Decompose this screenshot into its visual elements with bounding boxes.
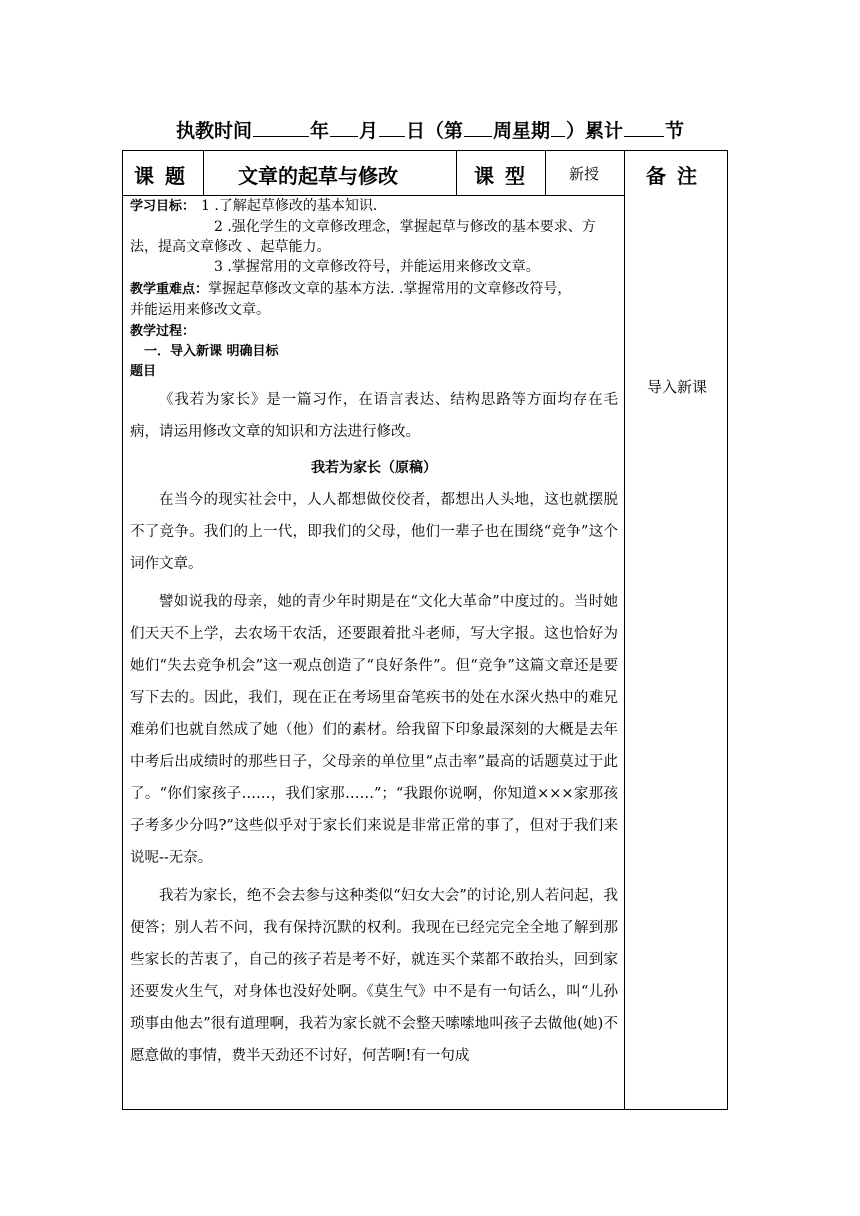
type-label: 课 型 [474, 164, 527, 188]
remarks-label: 备 注 [646, 164, 699, 188]
objective-2a: 2 .强化学生的文章修改理念，掌握起草与修改的基本要求、方 [214, 219, 596, 235]
topic-value: 文章的起草与修改 [238, 164, 398, 188]
header-label-year: 年 [309, 120, 329, 142]
process-topic: 题目 [130, 364, 157, 379]
key-points-line-1 [130, 279, 618, 300]
blank-weekday [551, 118, 565, 137]
divider-remarks [624, 150, 625, 1110]
lesson-content [130, 196, 618, 1072]
lesson-time-header [0, 116, 860, 143]
intro-paragraph: 《我若为家长》是一篇习作，在语言表达、结构思路等方面均存在毛病，请运用修改文章的知识和方法进行修改。 [130, 392, 618, 440]
header-label-time: 执教时间 [175, 120, 252, 142]
remarks-note-intro: 导入新课 [646, 378, 707, 396]
objective-2b: 法，提高文章修改 、起草能力。 [130, 239, 331, 255]
key-points-text-b: 并能运用来修改文章。 [130, 302, 270, 318]
process-label: 教学过程： [130, 324, 196, 339]
header-label-day-week: 日（第 [405, 120, 463, 142]
blank-total [624, 118, 664, 137]
objective-1: 1 .了解起草修改的基本知识. [201, 198, 378, 214]
divider-topic [203, 150, 204, 195]
topic-label: 课 题 [134, 164, 187, 188]
divider-type [545, 150, 546, 195]
header-label-total: ）累计 [566, 120, 624, 142]
blank-month [330, 118, 358, 137]
key-points-label: 教学重难点： [130, 282, 209, 297]
essay-paragraph-3: 我若为家长，绝不会去参与这种类似“妇女大会”的讨论,别人若问起，我便答；别人若不问，我有保持沉默的权利。我现在已经完完全全地了解到那些家长的苦衷了，自己的孩子若是考不好，就连买个菜都不敢抬头，回到家还要发火生气，对身体也没好处啊。《莫生气》中不是有一句话么，叫“儿孙琐事由他去”很有道理啊，我若为家长就不会整天嗦嗦地叫孩子去做他(她)不愿意做的事情，费半天劲还不讨好，何苦啊!有一句成 [130, 888, 618, 1064]
objectives-line-1 [130, 196, 618, 217]
essay-paragraph-2: 譬如说我的母亲，她的青少年时期是在“文化大革命”中度过的。当时她们天天不上学，去农场干农活，还要跟着批斗老师，写大字报。这也恰好为她们“失去竞争机会”这一观点创造了“良好条件”。但“竞争”这篇文章还是要写下去的。因此，我们，现在正在考场里奋笔疾书的处在水深火热中的难兄难弟们也就自然成了她（他）们的素材。给我留下印象最深刻的大概是去年中考后出成绩时的那些日子，父母亲的单位里“点击率”最高的话题莫过于此了。“你们家孩子……，我们家那……”；“我跟你说啊，你知道×××家那孩子考多少分吗?”这些似乎对于家长们来说是非常正常的事了，但对于我们来说呢--无奈。 [130, 594, 618, 866]
blank-week [464, 118, 492, 137]
header-label-month: 月 [358, 120, 378, 142]
essay-paragraph-1: 在当今的现实社会中，人人都想做佼佼者，都想出人头地，这也就摆脱不了竞争。我们的上一代，即我们的父母，他们一辈子也在围绕“竞争”这个词作文章。 [130, 492, 618, 572]
objectives-label: 学习目标： [130, 199, 196, 214]
divider-title [456, 150, 457, 195]
essay-title: 我若为家长（原稿） [311, 460, 437, 476]
blank-year [253, 118, 309, 137]
header-label-section: 节 [665, 120, 685, 142]
key-points-text-a: 掌握起草修改文章的基本方法. .掌握常用的文章修改符号， [208, 281, 572, 297]
objective-3: 3 .掌握常用的文章修改符号，并能运用来修改文章。 [214, 259, 540, 275]
blank-day [379, 118, 405, 137]
process-step-1: 一．导入新课 明确目标 [144, 344, 279, 359]
header-label-weekday: 周星期 [493, 120, 551, 142]
type-value: 新授 [569, 165, 600, 183]
